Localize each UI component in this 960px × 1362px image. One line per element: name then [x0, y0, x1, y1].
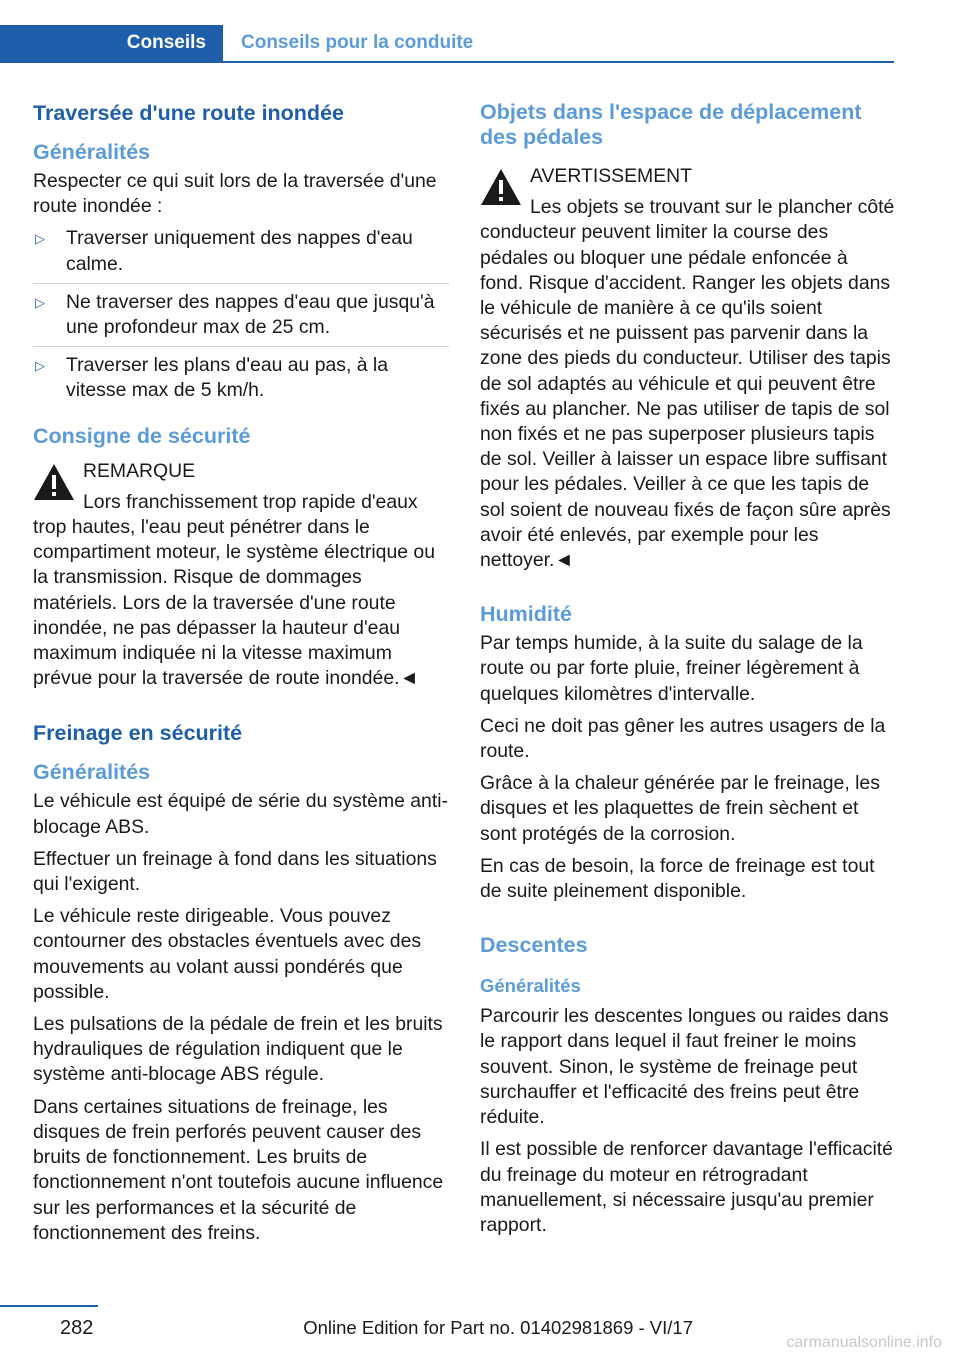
tab-conseils-conduite[interactable]: [241, 25, 473, 61]
humidity-paragraph: Ceci ne doit pas gêner les autres usagers de la route.: [480, 714, 886, 763]
humidity-paragraph: En cas de besoin, la force de freinage est tout de suite pleinement disponible.: [480, 854, 875, 903]
braking-paragraph: Dans certaines situations de freinage, les disques de frein perforés peuvent causer des bruits de fonctionnement. Les bruits de fonctionnement n'ont toutefois aucune influence sur les performances et la sécurité de fonctionnement des freins.: [33, 1095, 444, 1244]
subheading-general: Généralités: [33, 140, 151, 164]
warning-label: AVERTISSEMENT: [530, 165, 692, 187]
list-item-text: Ne traverser des nappes d'eau que jusqu'à une profondeur max de 25 cm.: [66, 290, 435, 339]
header-bar: [0, 25, 894, 63]
braking-paragraph: Les pulsations de la pédale de frein et les bruits hydrauliques de régulation indiquent que le système anti-blocage ABS régule.: [33, 1013, 443, 1086]
humidity-paragraph: Grâce à la chaleur générée par le freinage, les disques et les plaquettes de frein sèchent et sont protégés de la corrosion.: [480, 772, 880, 845]
subheading-general: Généralités: [480, 975, 581, 997]
edition-text: Online Edition for Part no. 01402981869 - VI/17: [303, 1317, 693, 1338]
list-item: [33, 226, 449, 283]
tab-sub-label: Conseils pour la conduite: [241, 32, 474, 53]
triangle-right-icon: ▷: [35, 231, 45, 247]
section-title-braking: Freinage en sécurité: [33, 721, 243, 746]
remark-text: Lors franchissement trop rapide d'eaux trop hautes, l'eau peut pénétrer dans le compartiment moteur, le système électrique ou la transmission. Risque de dommages matériels. Lors de la traversée d'une route inondée, ne pas dépasser la hauteur d'eau maximum indiquée ni la vitesse maximum prévue pour la traversée de route inondée.◄: [33, 490, 435, 690]
page-number: 282: [60, 1317, 94, 1339]
subheading-safety: Consigne de sécurité: [33, 423, 251, 448]
watermark: carmanualsonline.info: [786, 1334, 942, 1351]
warning-triangle-icon: [480, 168, 522, 206]
section-title-descents: Descentes: [480, 933, 588, 958]
braking-paragraph: Le véhicule reste dirigeable. Vous pouvez contourner des obstacles éventuels avec des mouvements au volant aussi pondérés que possible.: [33, 905, 422, 1003]
remark-label: REMARQUE: [83, 459, 196, 482]
section-title-pedals: Objets dans l'espace de déplacement des pédales: [480, 100, 862, 149]
left-column: [33, 100, 449, 1253]
list-item: [33, 353, 449, 409]
descents-paragraph: Parcourir les descentes longues ou raides dans le rapport dans lequel il faut freiner le moins souvent. Sinon, le système de freinage peut surchauffer et l'efficacité des freins peut être réduite.: [480, 1005, 889, 1129]
tab-active-label: Conseils: [126, 32, 206, 53]
braking-paragraph: Effectuer un freinage à fond dans les situations qui l'exigent.: [33, 847, 437, 896]
list-item-text: Traverser les plans d'eau au pas, à la vitesse max de 5 km/h.: [66, 354, 389, 402]
warning-text: Les objets se trouvant sur le plancher côté conducteur peuvent limiter la course des pédales ou bloquer une pédale enfoncée à fond. Risque d'accident. Ranger les objets dans le véhicule de manière à ce qu'ils soient sécurisés et ne puissent pas parvenir dans la zone des pieds du conducteur. Utiliser des tapis de sol adaptés au véhicule et qui peuvent être fixés au plancher. Ne pas utiliser de tapis de sol non fixés et ne pas superposer plusieurs tapis de sol. Veiller à laisser un espace libre suffisant pour les pédales. Veiller à ce que les tapis de sol soient de nouveau fixés de façon sûre après avoir été enlevés, par exemple pour les nettoyer.◄: [480, 196, 895, 572]
tab-conseils[interactable]: [0, 25, 223, 61]
section-title-humidity: Humidité: [480, 602, 572, 627]
footer-rule: [0, 1305, 98, 1307]
humidity-paragraph: Par temps humide, à la suite du salage de la route ou par forte pluie, freiner légèrement à quelques kilomètres d'intervalle.: [480, 632, 863, 705]
triangle-right-icon: ▷: [35, 294, 45, 310]
right-column: [480, 100, 896, 1245]
descents-paragraph: Il est possible de renforcer davantage l'efficacité du freinage du moteur en rétrogradant manuellement, si nécessaire jusqu'au premier rapport.: [480, 1138, 893, 1236]
warning-triangle-icon: [33, 463, 75, 501]
list-item: [33, 290, 449, 347]
subheading-general: Généralités: [33, 760, 151, 785]
braking-paragraph: Le véhicule est équipé de série du système anti-blocage ABS.: [33, 790, 448, 838]
warning-box: [480, 164, 896, 573]
section-title-flood: Traversée d'une route inondée: [33, 101, 344, 125]
flood-intro: Respecter ce qui suit lors de la traversée d'une route inondée :: [33, 170, 437, 218]
list-item-text: Traverser uniquement des nappes d'eau calme.: [66, 227, 413, 275]
triangle-right-icon: ▷: [35, 358, 45, 374]
remark-box: [33, 459, 449, 692]
flood-list: [33, 226, 449, 409]
